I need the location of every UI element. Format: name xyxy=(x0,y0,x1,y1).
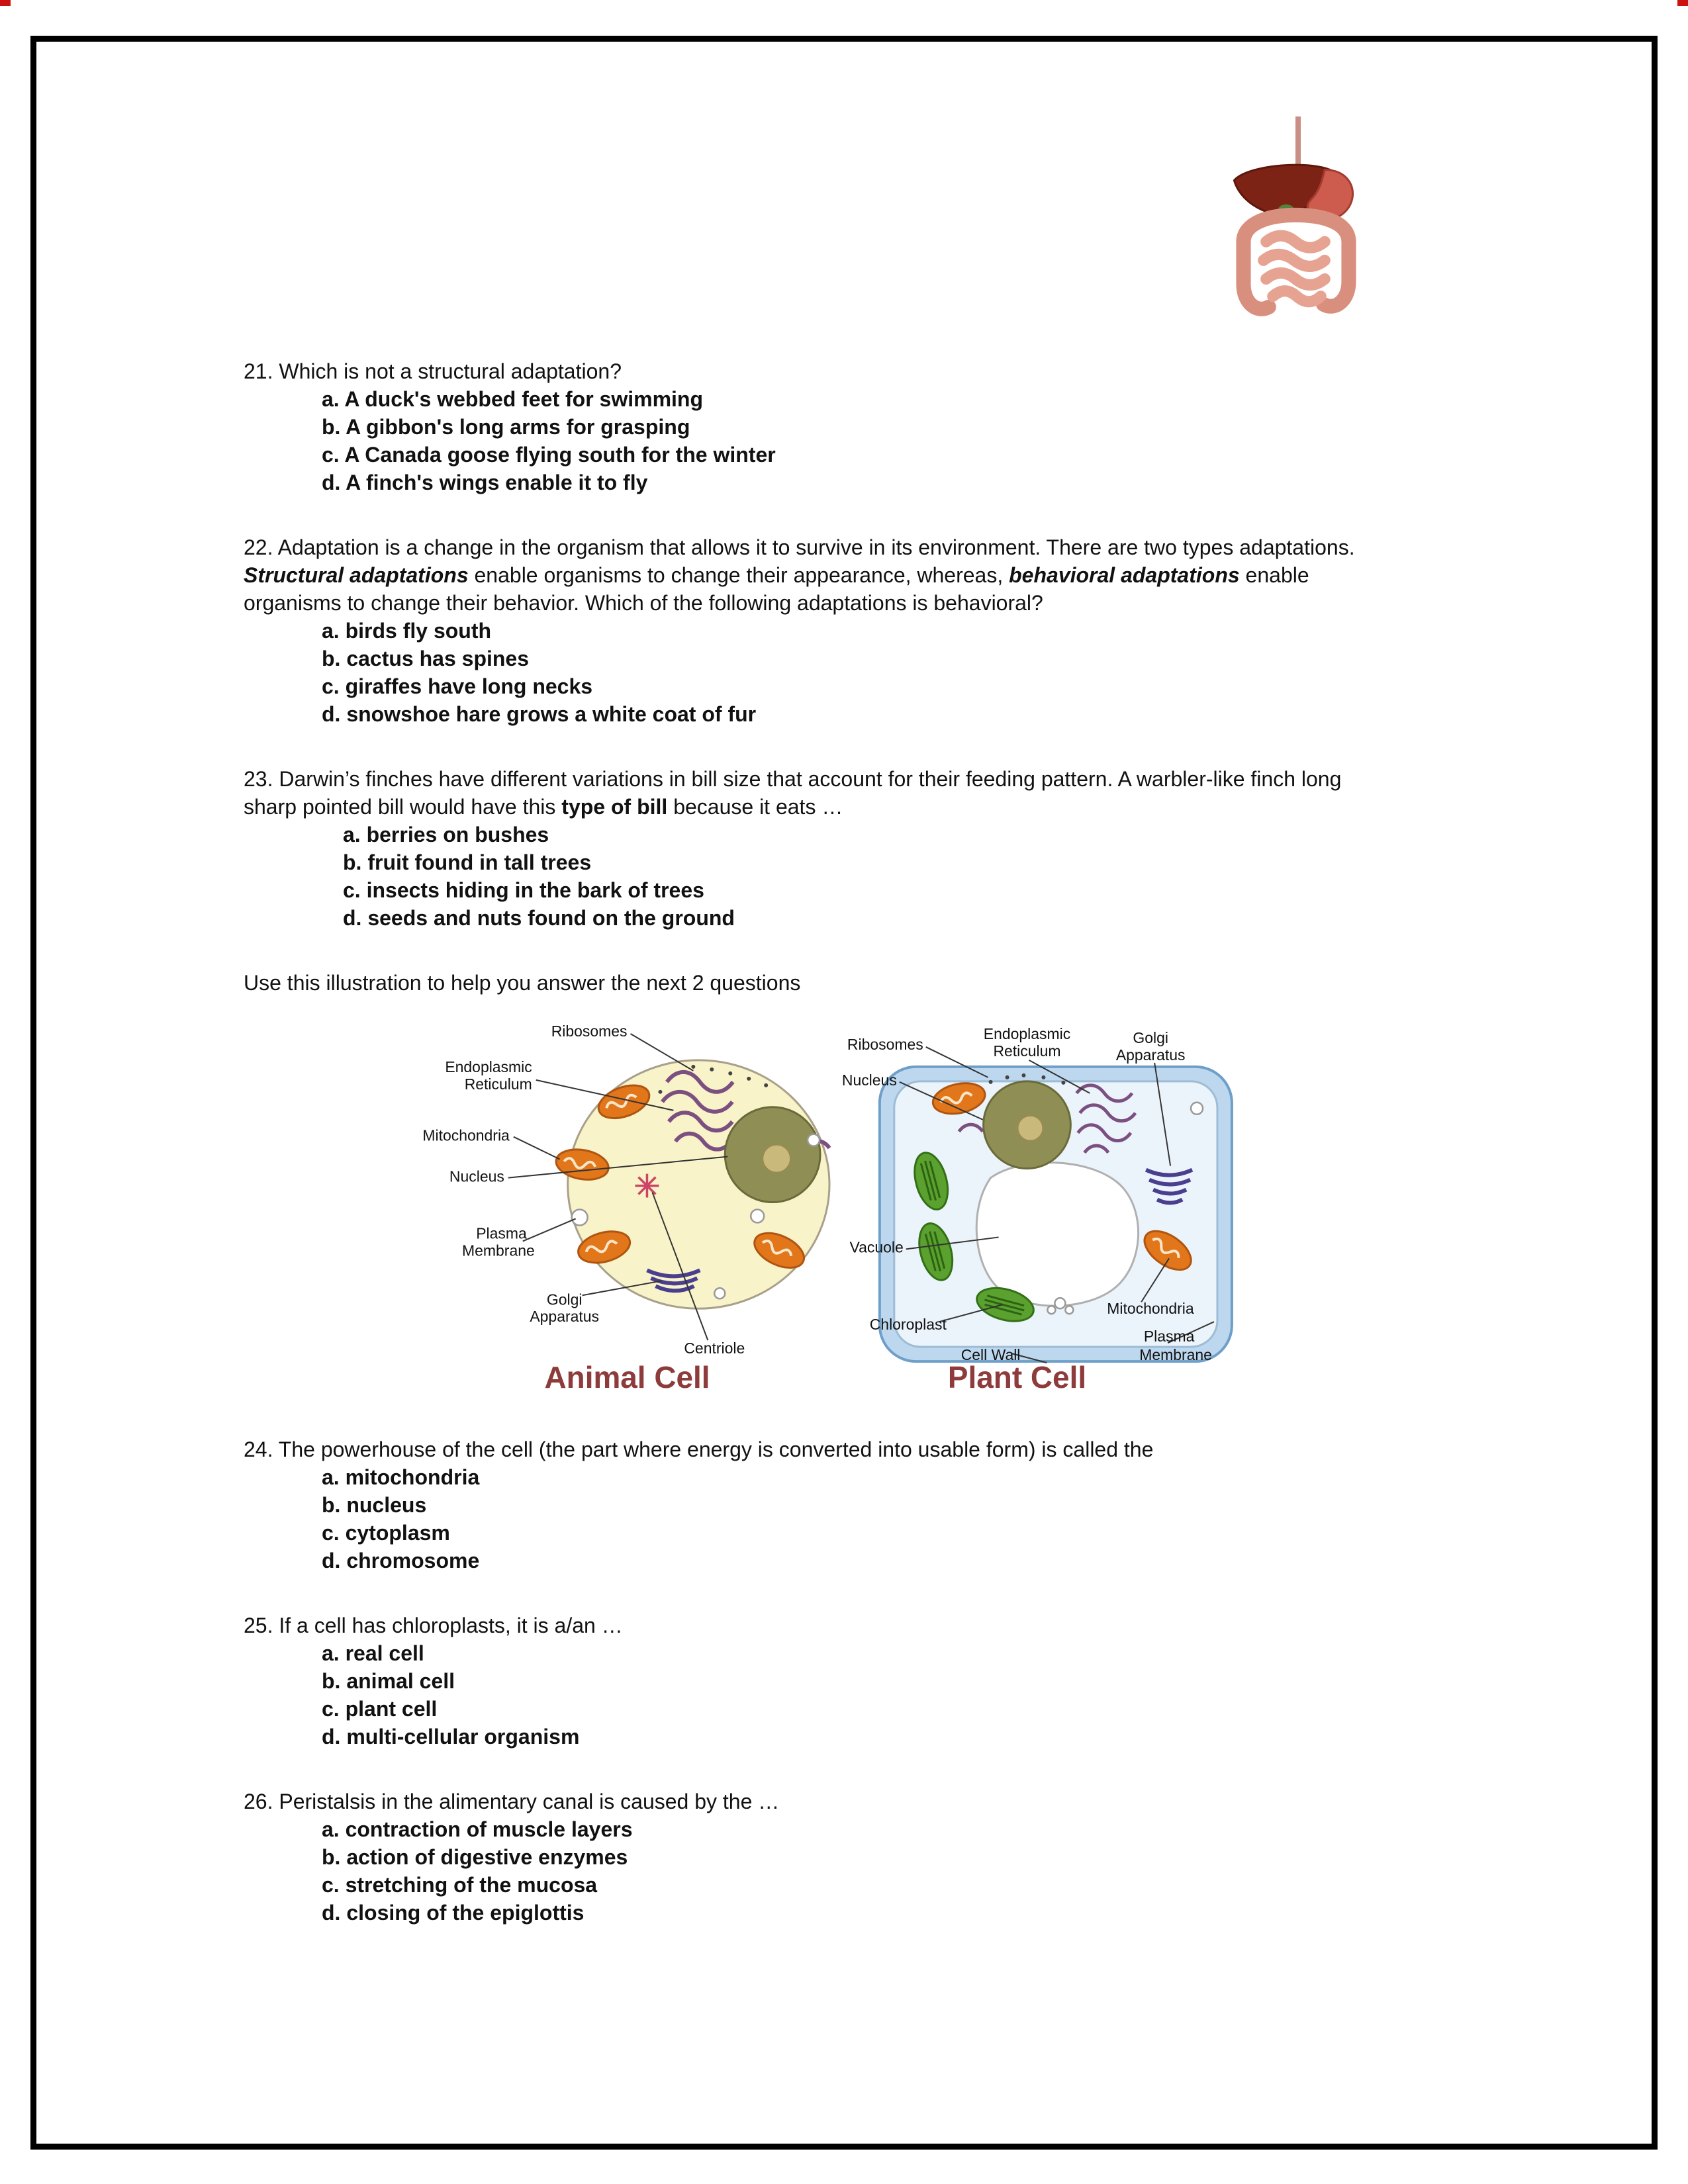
plant-label-plasma-line2: Membrane xyxy=(1139,1346,1212,1364)
question-22-options xyxy=(244,617,1383,728)
plant-label-er-line1: Endoplasmic xyxy=(983,1024,1071,1042)
question-25-options xyxy=(244,1639,1383,1751)
answer-option: a. mitochondria xyxy=(322,1465,480,1489)
answer-option: d. A finch's wings enable it to fly xyxy=(322,471,648,494)
answer-option: d. multi-cellular organism xyxy=(322,1725,580,1749)
animal-label-plasma-line2: Membrane xyxy=(462,1242,535,1259)
answer-option: c. A Canada goose flying south for the winter xyxy=(322,443,776,467)
answer-option: d. snowshoe hare grows a white coat of fur xyxy=(322,702,757,726)
animal-label-golgi-line2: Apparatus xyxy=(530,1308,600,1326)
question-21-options xyxy=(244,385,1383,496)
question-22 xyxy=(244,533,1383,728)
answer-option: a. real cell xyxy=(322,1641,424,1665)
small-intestine-shape xyxy=(1264,236,1325,302)
animal-label-nucleus: Nucleus xyxy=(449,1167,504,1185)
animal-nucleus xyxy=(725,1107,820,1203)
question-text-part: 23. Darwin’s finches have different variations in bill size that account for their feeding pattern. A warbler-like finch long sharp pointed bill would have this xyxy=(244,767,1342,819)
question-25 xyxy=(244,1612,1383,1751)
answer-option: c. stretching of the mucosa xyxy=(322,1873,598,1897)
illustration-note: Use this illustration to help you answer the next 2 questions xyxy=(244,971,801,995)
cell-diagram-svg xyxy=(409,1019,1242,1402)
answer-option: c. plant cell xyxy=(322,1697,438,1721)
plant-label-cell-wall: Cell Wall xyxy=(961,1346,1021,1364)
answer-option: d. seeds and nuts found on the ground xyxy=(343,906,735,930)
question-text: 26. Peristalsis in the alimentary canal is caused by the … xyxy=(244,1790,780,1813)
question-text-part: 22. Adaptation is a change in the organism that allows it to survive in its environment. There are two types adaptations. xyxy=(244,535,1355,559)
plant-label-plasma-line1: Plasma xyxy=(1143,1328,1195,1345)
animal-label-er-line1: Endoplasmic xyxy=(445,1058,532,1075)
digestive-system-illustration xyxy=(1210,114,1383,327)
answer-option: b. animal cell xyxy=(322,1669,455,1693)
answer-option: b. nucleus xyxy=(322,1493,427,1517)
plant-label-ribosomes: Ribosomes xyxy=(847,1035,923,1053)
cell-diagram-illustration xyxy=(409,1019,1242,1402)
plant-label-golgi-line2: Apparatus xyxy=(1115,1046,1186,1064)
answer-option: a. contraction of muscle layers xyxy=(322,1817,633,1841)
question-text: 25. If a cell has chloroplasts, it is a/an … xyxy=(244,1614,623,1637)
answer-option: a. berries on bushes xyxy=(343,823,549,846)
question-text: 24. The powerhouse of the cell (the part where energy is converted into usable form) is called the xyxy=(244,1437,1154,1461)
plant-nucleus xyxy=(984,1081,1071,1169)
question-23 xyxy=(244,765,1383,932)
animal-centriole xyxy=(635,1174,659,1198)
question-24 xyxy=(244,1435,1383,1574)
digestive-system-icon xyxy=(1210,114,1383,327)
question-text-emphasis: type of bill xyxy=(561,795,668,819)
answer-option: c. insects hiding in the bark of trees xyxy=(343,878,704,902)
plant-label-vacuole: Vacuole xyxy=(849,1238,904,1256)
answer-option: d. chromosome xyxy=(322,1549,480,1572)
question-text xyxy=(244,533,1383,617)
question-21 xyxy=(244,357,1383,496)
scan-artifact-left xyxy=(0,0,11,6)
plant-cell-drawing xyxy=(842,1025,1232,1394)
animal-label-golgi-line1: Golgi xyxy=(546,1291,583,1308)
answer-option: b. fruit found in tall trees xyxy=(343,850,592,874)
animal-cell-title: Animal Cell xyxy=(544,1360,710,1395)
plant-label-mitochondria: Mitochondria xyxy=(1107,1300,1194,1318)
question-23-options xyxy=(244,821,1383,932)
answer-option: b. action of digestive enzymes xyxy=(322,1845,628,1869)
answer-option: a. birds fly south xyxy=(322,619,492,643)
question-26 xyxy=(244,1788,1383,1927)
question-26-options xyxy=(244,1815,1383,1927)
animal-label-mitochondria: Mitochondria xyxy=(422,1126,510,1144)
worksheet-content xyxy=(244,357,1383,1964)
answer-option: c. giraffes have long necks xyxy=(322,674,593,698)
plant-label-chloroplast: Chloroplast xyxy=(869,1316,947,1334)
question-24-options xyxy=(244,1463,1383,1574)
answer-option: b. cactus has spines xyxy=(322,647,530,670)
answer-option: b. A gibbon's long arms for grasping xyxy=(322,415,690,439)
plant-cell-title: Plant Cell xyxy=(947,1360,1087,1395)
animal-label-ribosomes: Ribosomes xyxy=(551,1022,628,1040)
animal-cell-drawing xyxy=(422,1023,829,1394)
plant-label-er-line2: Reticulum xyxy=(993,1042,1061,1060)
plant-label-golgi-line1: Golgi xyxy=(1133,1028,1168,1046)
scan-artifact-right xyxy=(1677,0,1688,6)
answer-option: a. A duck's webbed feet for swimming xyxy=(322,387,704,411)
plant-vacuole xyxy=(976,1163,1138,1306)
question-text-part: enable organisms to change their appearance, whereas, xyxy=(468,563,1009,587)
answer-option: c. cytoplasm xyxy=(322,1521,450,1545)
question-text-part: because it eats … xyxy=(667,795,843,819)
answer-option: d. closing of the epiglottis xyxy=(322,1901,585,1925)
animal-label-centriole: Centriole xyxy=(684,1340,745,1357)
question-text: 21. Which is not a structural adaptation? xyxy=(244,359,622,383)
question-text-emphasis: behavioral adaptations xyxy=(1009,563,1240,587)
question-text xyxy=(244,765,1383,821)
animal-label-er-line2: Reticulum xyxy=(464,1075,532,1093)
animal-label-plasma-line1: Plasma xyxy=(476,1224,527,1242)
plant-label-nucleus: Nucleus xyxy=(841,1071,897,1089)
question-text-part: enable organisms to change their behavior. Which of the following adaptations is behavioral? xyxy=(244,563,1309,615)
question-text-emphasis: Structural adaptations xyxy=(244,563,469,587)
